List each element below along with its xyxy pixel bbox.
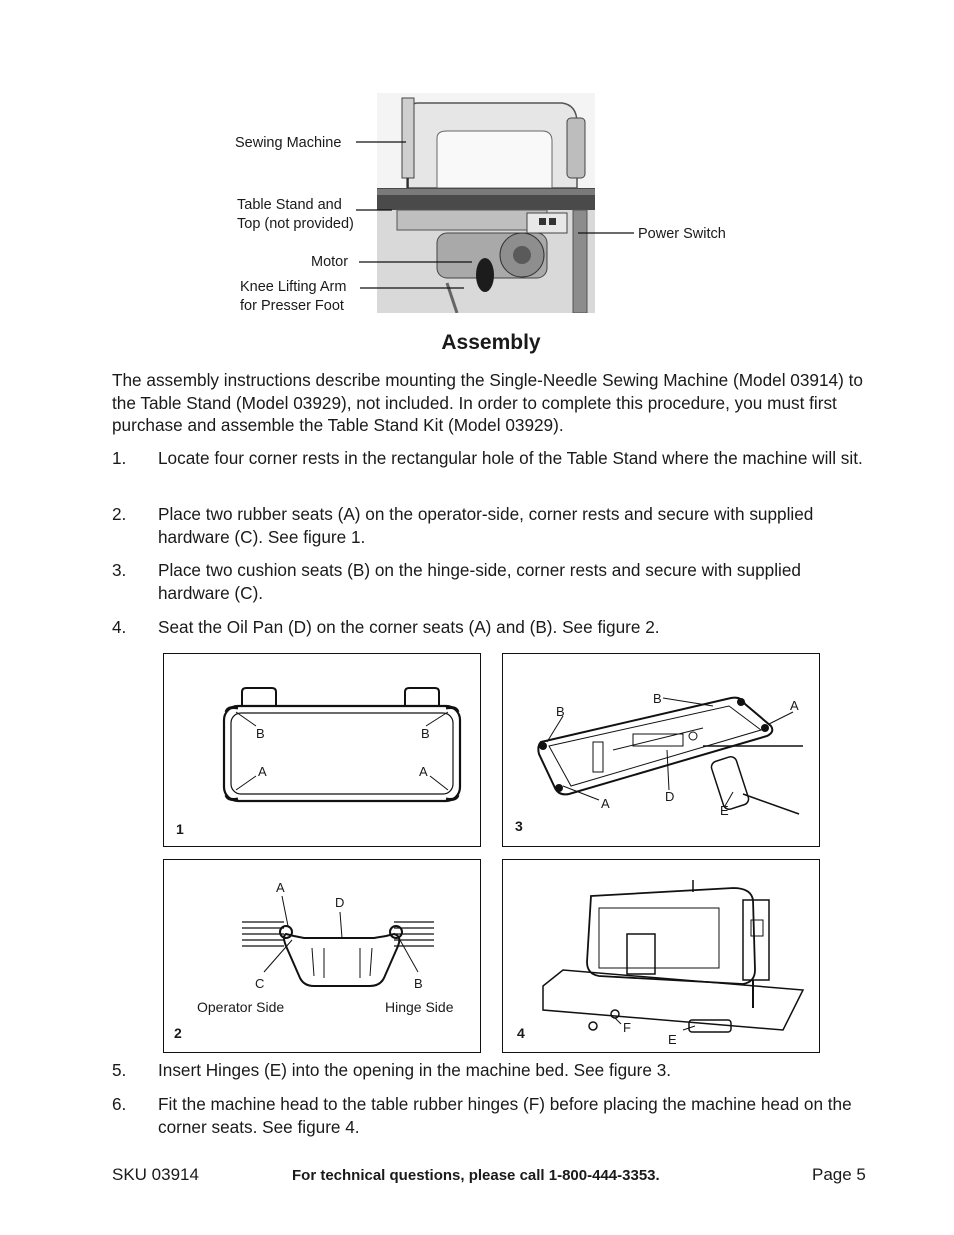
callout-table-stand-line2: Top (not provided) — [237, 216, 354, 232]
figure-2-number: 2 — [174, 1025, 182, 1041]
figure-1-label-a-right: A — [419, 764, 428, 779]
footer-phone: For technical questions, please call 1-800-444-3353. — [292, 1167, 660, 1184]
figure-4-label-f: F — [623, 1020, 631, 1035]
figure-1 — [163, 653, 481, 847]
figure-4 — [502, 859, 820, 1053]
callout-power-switch: Power Switch — [638, 226, 726, 242]
step-text: Place two cushion seats (B) on the hinge-side, corner rests and secure with supplied hardware (C). — [158, 560, 801, 603]
callout-lines — [0, 0, 954, 330]
step-text: Place two rubber seats (A) on the operator-side, corner rests and secure with supplied hardware (C). See figure 1. — [158, 504, 814, 547]
figure-2-label-a: A — [276, 880, 285, 895]
callout-knee-line2: for Presser Foot — [240, 298, 344, 314]
figure-2-drawing — [164, 860, 480, 1052]
figure-2 — [163, 859, 481, 1053]
figure-3-label-a2: A — [601, 796, 610, 811]
callout-table-stand-line1: Table Stand and — [237, 197, 342, 213]
step-text: Locate four corner rests in the rectangular hole of the Table Stand where the machine will sit. — [158, 448, 863, 468]
step-text: Fit the machine head to the table rubber hinges (F) before placing the machine head on the corner seats. See figure 4. — [158, 1094, 852, 1137]
step-text: Insert Hinges (E) into the opening in the machine bed. See figure 3. — [158, 1060, 672, 1080]
step-number: 3. — [112, 560, 127, 580]
figure-4-number: 4 — [517, 1025, 525, 1041]
figure-3-label-b2: B — [653, 691, 662, 706]
step-number: 5. — [112, 1060, 127, 1080]
figure-2-label-hinge-side: Hinge Side — [385, 999, 454, 1015]
figure-3-label-d: D — [665, 789, 675, 804]
figure-3 — [502, 653, 820, 847]
figure-2-label-operator-side: Operator Side — [197, 999, 285, 1015]
step-number: 6. — [112, 1094, 127, 1114]
figure-3-label-a1: A — [790, 698, 799, 713]
step-number: 4. — [112, 617, 127, 637]
figure-4-drawing — [503, 860, 819, 1052]
figure-2-label-b: B — [414, 976, 423, 991]
figure-1-label-b-right: B — [421, 726, 430, 741]
figure-1-label-a-left: A — [258, 764, 267, 779]
step-text: Seat the Oil Pan (D) on the corner seats (A) and (B). See figure 2. — [158, 617, 660, 637]
figure-2-label-c: C — [255, 976, 265, 991]
figure-1-number: 1 — [176, 821, 184, 837]
footer-page-number: Page 5 — [812, 1165, 866, 1184]
section-title: Assembly — [441, 331, 541, 354]
footer-sku: SKU 03914 — [112, 1165, 199, 1184]
intro-paragraph: The assembly instructions describe mounting the Single-Needle Sewing Machine (Model 03914) to the Table Stand (Model 03929), not included. In order to complete this procedure, you must first purchase and assemble the Table Stand Kit (Model 03929). — [112, 370, 863, 435]
callout-knee-line1: Knee Lifting Arm — [240, 279, 347, 295]
figure-4-label-e: E — [668, 1032, 677, 1047]
figure-3-number: 3 — [515, 818, 523, 834]
figure-1-label-b-left: B — [256, 726, 265, 741]
figure-1-drawing — [164, 654, 480, 846]
figure-2-label-d: D — [335, 895, 345, 910]
step-number: 2. — [112, 504, 127, 524]
figure-3-label-e: E — [720, 803, 729, 818]
figure-3-drawing — [503, 654, 819, 846]
callout-sewing-machine: Sewing Machine — [235, 135, 342, 151]
step-number: 1. — [112, 448, 127, 468]
callout-motor: Motor — [311, 254, 349, 270]
figure-3-label-b1: B — [556, 704, 565, 719]
